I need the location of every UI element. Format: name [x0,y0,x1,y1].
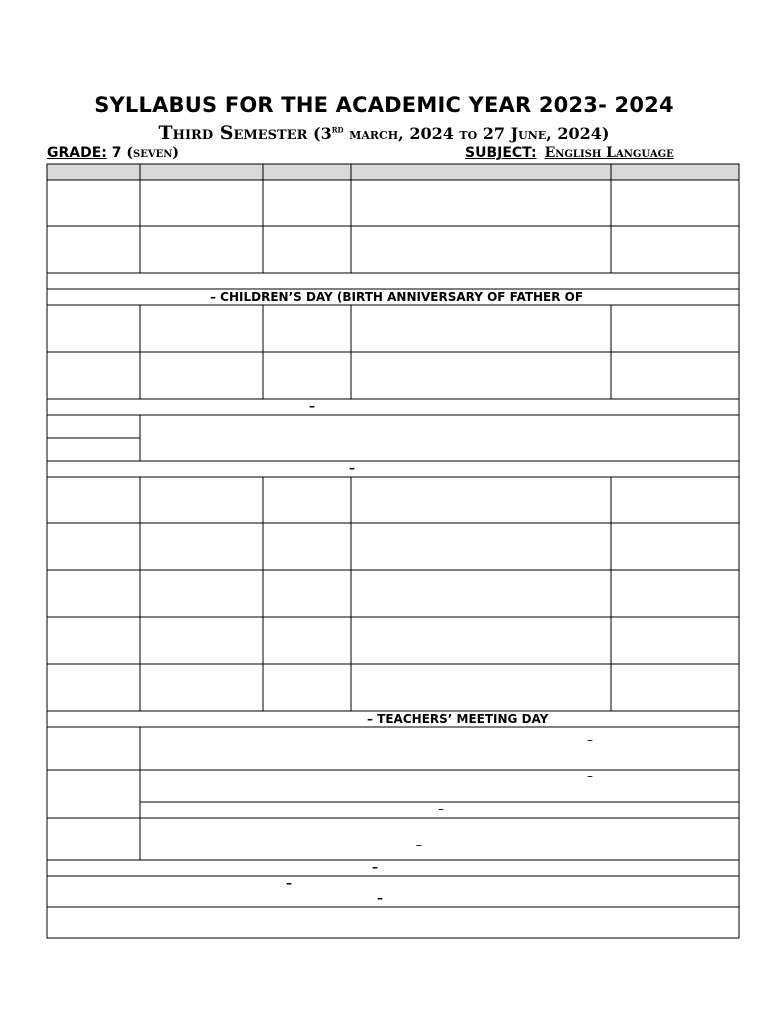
dash-row-6: – [416,838,422,852]
banner-childrens-day: – CHILDREN’S DAY (BIRTH ANNIVERSARY OF FATHER OF [210,290,584,304]
dash-row-7: – [372,860,378,874]
semester-dates: (3rd march, 2024 to 27 June, 2024) [313,124,610,143]
grade-label: GRADE: [47,145,107,161]
table-vertical-lines [140,164,611,860]
dash-row-1: – [309,399,315,413]
dash-row-5: – [438,802,444,816]
subject-label: SUBJECT: [465,145,537,161]
banner-teachers-meeting: – TEACHERS’ MEETING DAY [367,712,549,726]
grade-word: (seven) [126,145,180,161]
grade-value: 7 [106,145,127,161]
dash-row-3: – [587,733,593,747]
dash-row-4: – [587,769,593,783]
document-title: SYLLABUS FOR THE ACADEMIC YEAR 2023- 2024 [94,93,674,117]
dash-row-8: – [286,876,292,890]
dash-row-9: – [377,891,383,905]
dash-row-2: – [349,461,355,475]
table-border [47,164,739,938]
semester-name: Third Semester [158,122,308,144]
table-header-row [47,164,739,180]
subject-value: English Language [544,145,674,161]
